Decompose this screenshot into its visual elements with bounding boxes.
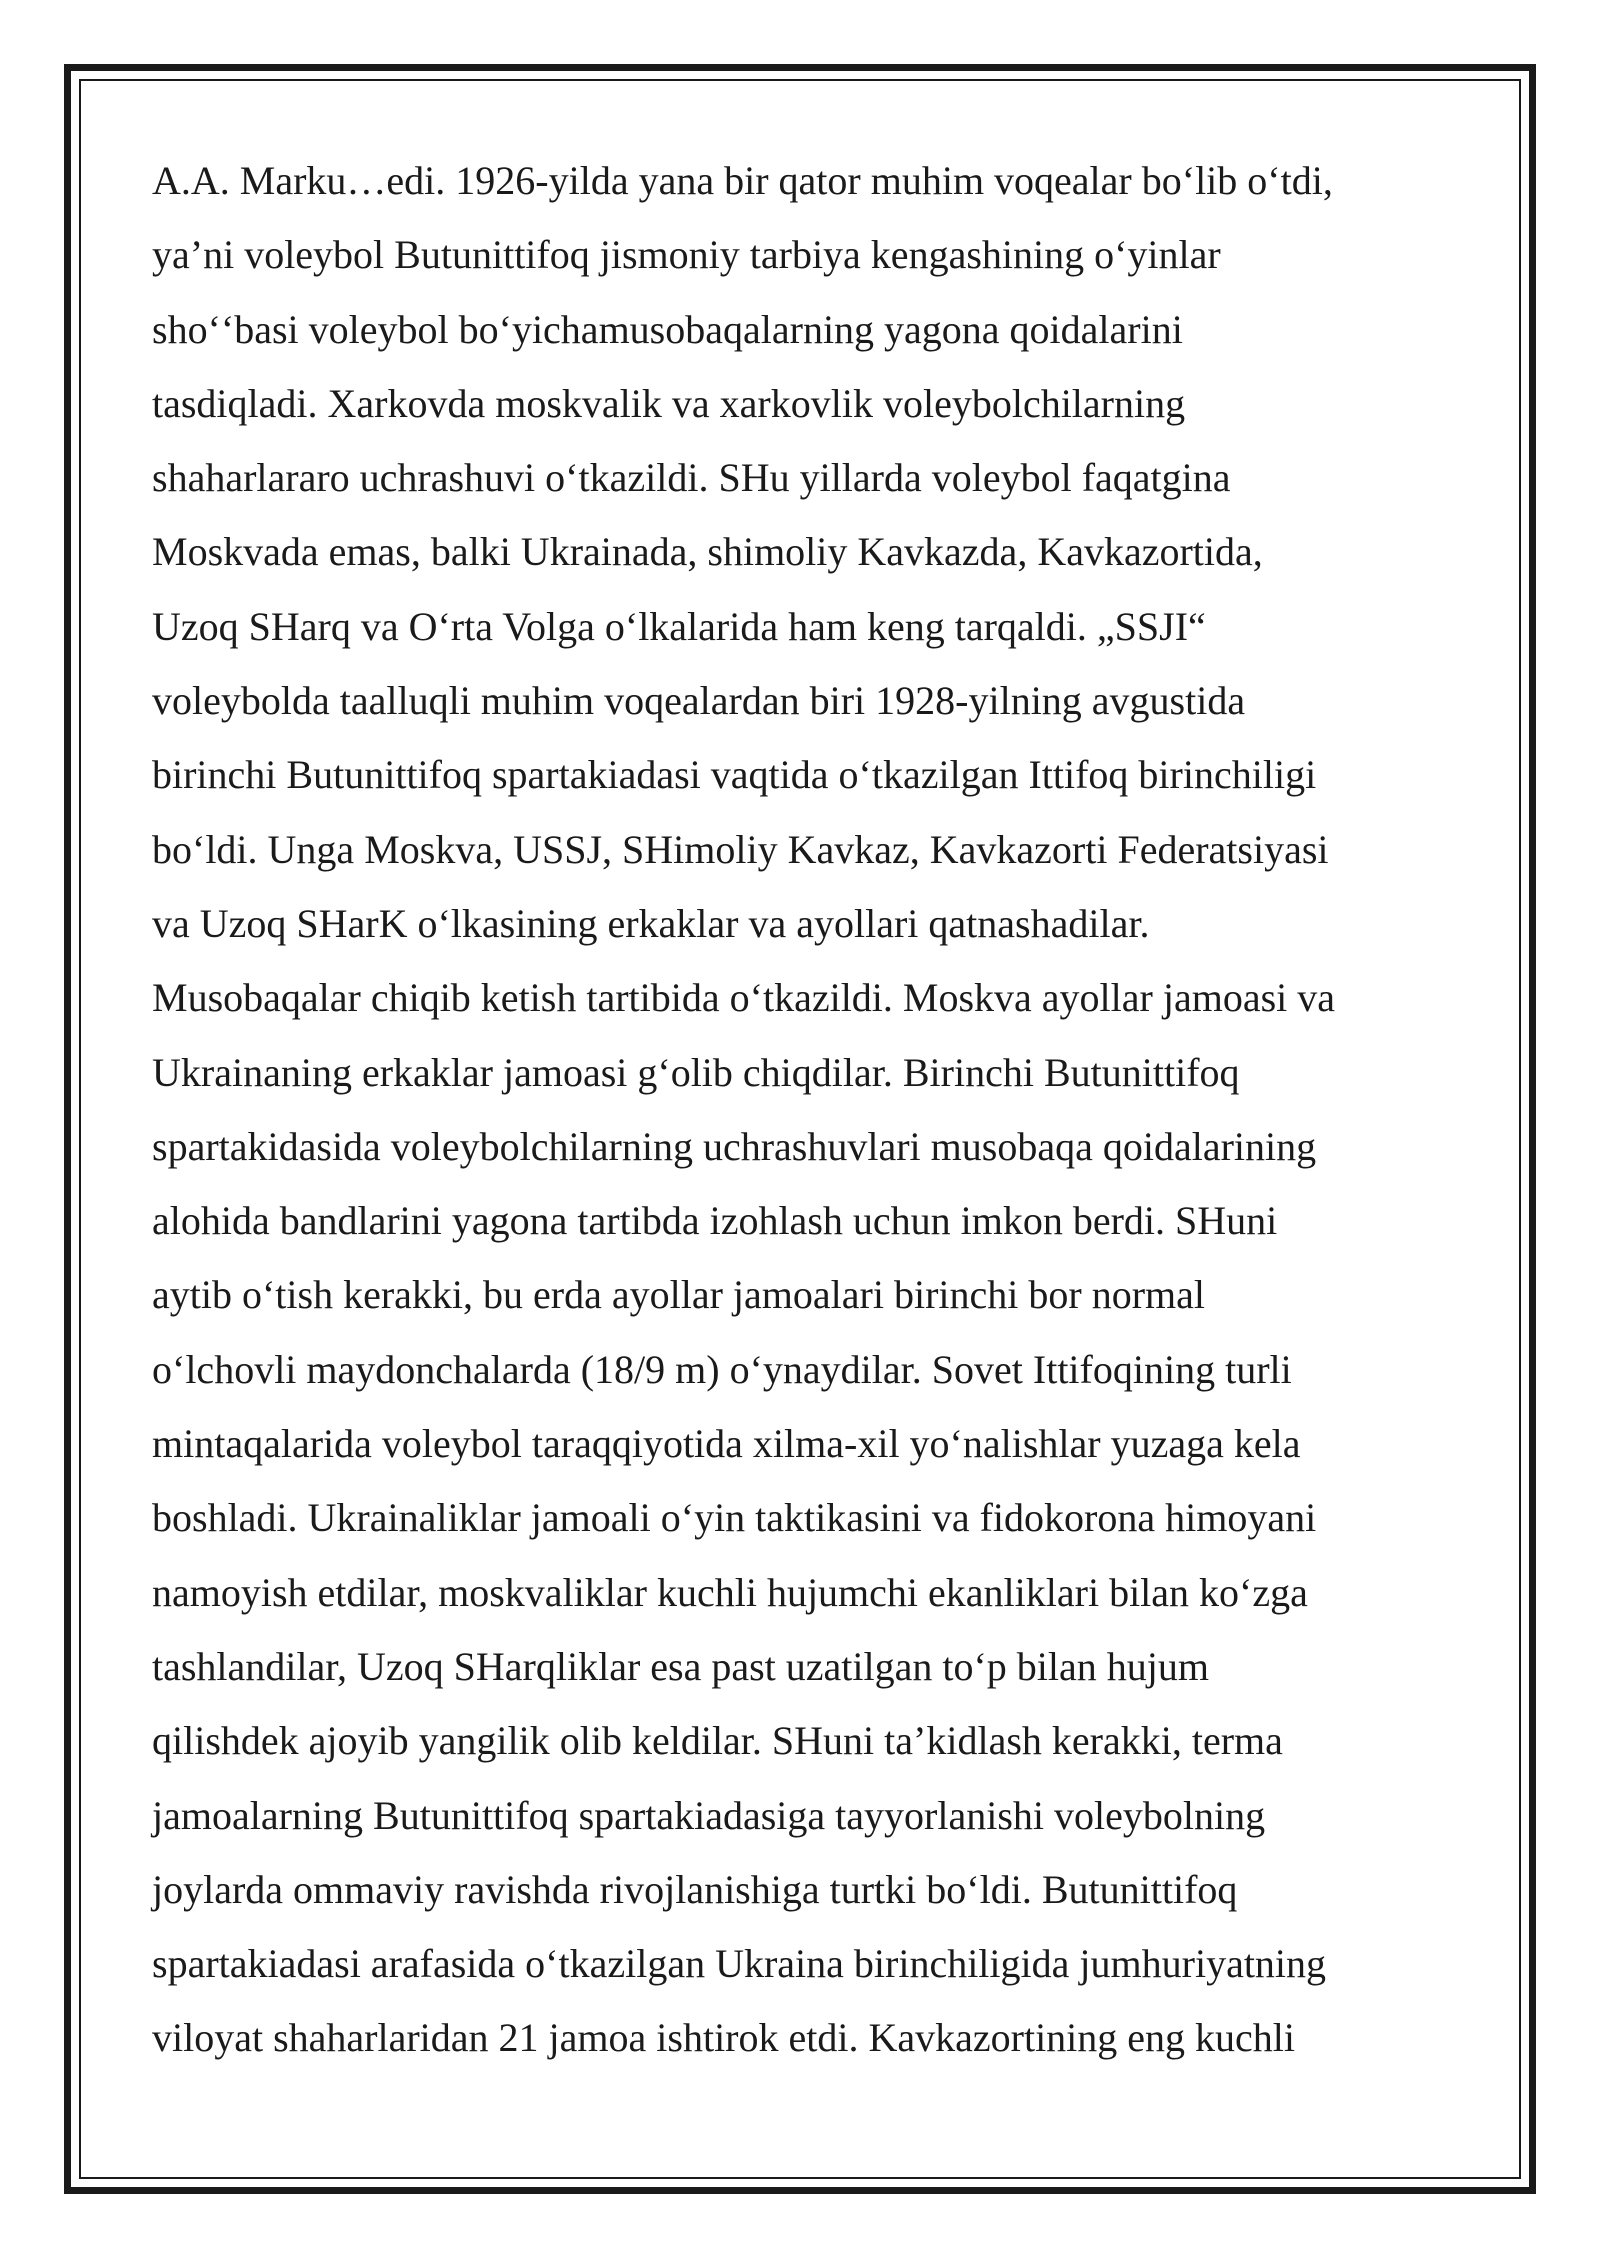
text-line: tashlandilar, Uzoq SHarqliklar esa past uzatilgan toʻp bilan hujum (152, 1643, 1210, 1689)
text-line: alohida bandlarini yagona tartibda izohlash uchun imkon berdi. SHuni (152, 1198, 1278, 1244)
text-line: spartakidasida voleybolchilarning uchrashuvlari musobaqa qoidalarining (152, 1123, 1317, 1169)
text-line: tasdiqladi. Xarkovda moskvalik va xarkovlik voleybolchilarning (152, 380, 1186, 426)
text-line: voleybolda taalluqli muhim voqealardan biri 1928-yilning avgustida (152, 678, 1246, 724)
document-body (152, 148, 1452, 2080)
text-line: boshladi. Ukrainaliklar jamoali oʻyin taktikasini va fidokorona himoyani (152, 1495, 1317, 1541)
text-line: aytib oʻtish kerakki, bu erda ayollar jamoalari birinchi bor normal (152, 1272, 1205, 1318)
text-line: Uzoq SHarq va Oʻrta Volga oʻlkalarida ham keng tarqaldi. „SSJI“ (152, 603, 1206, 649)
text-line: joylarda ommaviy ravishda rivojlanishiga turtki boʻldi. Butunittifoq (152, 1866, 1238, 1912)
text-line: viloyat shaharlaridan 21 jamoa ishtirok etdi. Kavkazortining eng kuchli (152, 2015, 1296, 2061)
text-line: Musobaqalar chiqib ketish tartibida oʻtkazildi. Moskva ayollar jamoasi va (152, 975, 1336, 1021)
text-line: birinchi Butunittifoq spartakiadasi vaqtida oʻtkazilgan Ittifoq birinchiligi (152, 752, 1317, 798)
text-line: va Uzoq SHarK oʻlkasining erkaklar va ayollari qatnashadilar. (152, 900, 1150, 946)
text-line: jamoalarning Butunittifoq spartakiadasiga tayyorlanishi voleybolning (152, 1792, 1266, 1838)
text-line: oʻlchovli maydonchalarda (18/9 m) oʻynaydilar. Sovet Ittifoqining turli (152, 1346, 1292, 1392)
text-line: ya’ni voleybol Butunittifoq jismoniy tarbiya kengashining oʻyinlar (152, 232, 1221, 278)
text-line: Moskvada emas, balki Ukrainada, shimoliy Kavkazda, Kavkazortida, (152, 529, 1263, 575)
text-line: shoʻʻbasi voleybol boʻyichamusobaqalarning yagona qoidalarini (152, 306, 1183, 352)
text-line: namoyish etdilar, moskvaliklar kuchli hujumchi ekanliklari bilan koʻzga (152, 1569, 1308, 1615)
text-line: mintaqalarida voleybol taraqqiyotida xilma-xil yoʻnalishlar yuzaga kela (152, 1421, 1301, 1467)
text-line: qilishdek ajoyib yangilik olib keldilar. SHuni ta’kidlash kerakki, terma (152, 1718, 1283, 1764)
text-line: spartakiadasi arafasida oʻtkazilgan Ukraina birinchiligida jumhuriyatning (152, 1941, 1327, 1987)
text-line: Ukrainaning erkaklar jamoasi gʻolib chiqdilar. Birinchi Butunittifoq (152, 1049, 1240, 1095)
text-line: A.A. Marku…edi. 1926-yilda yana bir qator muhim voqealar boʻlib oʻtdi, (152, 158, 1333, 203)
text-line: shaharlararo uchrashuvi oʻtkazildi. SHu yillarda voleybol faqatgina (152, 455, 1231, 501)
text-line: boʻldi. Unga Moskva, USSJ, SHimoliy Kavkaz, Kavkazorti Federatsiyasi (152, 826, 1329, 872)
